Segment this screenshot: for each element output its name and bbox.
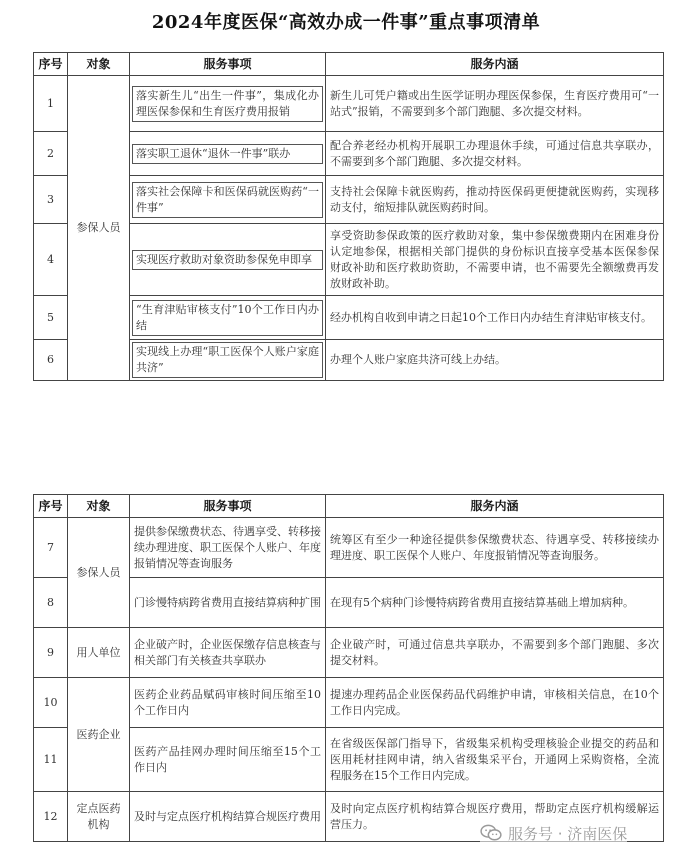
row-item-text: 实现线上办理“职工医保个人账户家庭共济” [132, 342, 323, 378]
row-item-text: 落实职工退休“退休一件事”联办 [132, 144, 323, 164]
table-row [34, 628, 664, 678]
row-number: 4 [34, 224, 68, 296]
row-number: 9 [34, 628, 68, 678]
table-row [34, 678, 664, 728]
header-item: 服务事项 [130, 53, 326, 76]
row-item: 医药企业药品赋码审核时间压缩至10个工作日内 [130, 678, 326, 728]
page-title: 2024年度医保“高效办成一件事”重点事项清单 [151, 12, 541, 33]
row-item [130, 132, 326, 176]
row-content: 企业破产时，可通过信息共享联办，不需要到多个部门跑腿、多次提交材料。 [326, 628, 664, 678]
watermark-text: 服务号 · 济南医保 [508, 824, 628, 843]
header-number: 序号 [34, 53, 68, 76]
wechat-icon [480, 824, 502, 842]
table-row [34, 76, 664, 132]
row-number: 3 [34, 176, 68, 224]
row-item-text: “生育津贴审核支付”10个工作日内办结 [132, 300, 323, 336]
row-target: 参保人员 [68, 518, 130, 628]
row-item [130, 76, 326, 132]
key-items-table-part1 [33, 52, 664, 381]
row-content: 配合养老经办机构开展职工办理退休手续，可通过信息共享联办，不需要到多个部门跑腿、多次提交材料。 [326, 132, 664, 176]
row-item-text: 落实新生儿“出生一件事”，集成化办理医保参保和生育医疗费用报销 [132, 86, 323, 122]
row-number: 7 [34, 518, 68, 578]
watermark [480, 822, 627, 844]
row-item [130, 224, 326, 296]
header-number: 序号 [34, 495, 68, 518]
row-item: 及时与定点医疗机构结算合规医疗费用 [130, 792, 326, 842]
row-number: 6 [34, 340, 68, 381]
row-number: 8 [34, 578, 68, 628]
row-content: 统筹区有至少一种途径提供参保缴费状态、待遇享受、转移接续办理进度、职工医保个人账户、年度报销情况等查询服务。 [326, 518, 664, 578]
row-number: 2 [34, 132, 68, 176]
row-content: 在省级医保部门指导下，省级集采机构受理核验企业提交的药品和医用耗材挂网申请，纳入省级集采平台，开通网上采购资格，全流程服务在15个工作日内完成。 [326, 728, 664, 792]
key-items-table-part2 [33, 494, 664, 842]
row-number: 1 [34, 76, 68, 132]
row-content: 及时向定点医疗机构结算合规医疗费用，帮助定点医疗机构缓解运营压力。 [326, 792, 664, 842]
row-content: 办理个人账户家庭共济可线上办结。 [326, 340, 664, 381]
row-target: 用人单位 [68, 628, 130, 678]
row-item: 医药产品挂网办理时间压缩至15个工作日内 [130, 728, 326, 792]
table-header-row [34, 495, 664, 518]
row-target: 医药企业 [68, 678, 130, 792]
row-item [130, 296, 326, 340]
row-target: 参保人员 [68, 76, 130, 381]
row-number: 10 [34, 678, 68, 728]
header-target: 对象 [68, 53, 130, 76]
row-content: 提速办理药品企业医保药品代码维护申请，审核相关信息，在10个工作日内完成。 [326, 678, 664, 728]
header-content: 服务内涵 [326, 495, 664, 518]
header-target: 对象 [68, 495, 130, 518]
row-item [130, 176, 326, 224]
row-item-text: 落实社会保障卡和医保码就医购药“一件事” [132, 182, 323, 218]
table-header-row [34, 53, 664, 76]
row-item: 提供参保缴费状态、待遇享受、转移接续办理进度、职工医保个人账户、年度报销情况等查询服务 [130, 518, 326, 578]
row-item: 门诊慢特病跨省费用直接结算病种扩围 [130, 578, 326, 628]
row-content: 新生儿可凭户籍或出生医学证明办理医保参保，生育医疗费用可“一站式”报销，不需要到多个部门跑腿、多次提交材料。 [326, 76, 664, 132]
row-number: 11 [34, 728, 68, 792]
row-number: 5 [34, 296, 68, 340]
header-item: 服务事项 [130, 495, 326, 518]
row-item: 企业破产时，企业医保缴存信息核查与相关部门有关核查共享联办 [130, 628, 326, 678]
row-content: 在现有5个病种门诊慢特病跨省费用直接结算基础上增加病种。 [326, 578, 664, 628]
row-item [130, 340, 326, 381]
row-content: 经办机构自收到申请之日起10个工作日内办结生育津贴审核支付。 [326, 296, 664, 340]
row-content: 支持社会保障卡就医购药，推动持医保码更便捷就医购药，实现移动支付，缩短排队就医购药时间。 [326, 176, 664, 224]
row-number: 12 [34, 792, 68, 842]
row-content: 享受资助参保政策的医疗救助对象，集中参保缴费期内在困难身份认定地参保，根据相关部门提供的身份标识直接享受基本医保参保财政补助和医疗救助资助，不需要申请，也不需要先全额缴费再发放财政补助。 [326, 224, 664, 296]
header-content: 服务内涵 [326, 53, 664, 76]
row-target: 定点医药机构 [68, 792, 130, 842]
row-item-text: 实现医疗救助对象资助参保免申即享 [132, 250, 323, 270]
table-row [34, 518, 664, 578]
